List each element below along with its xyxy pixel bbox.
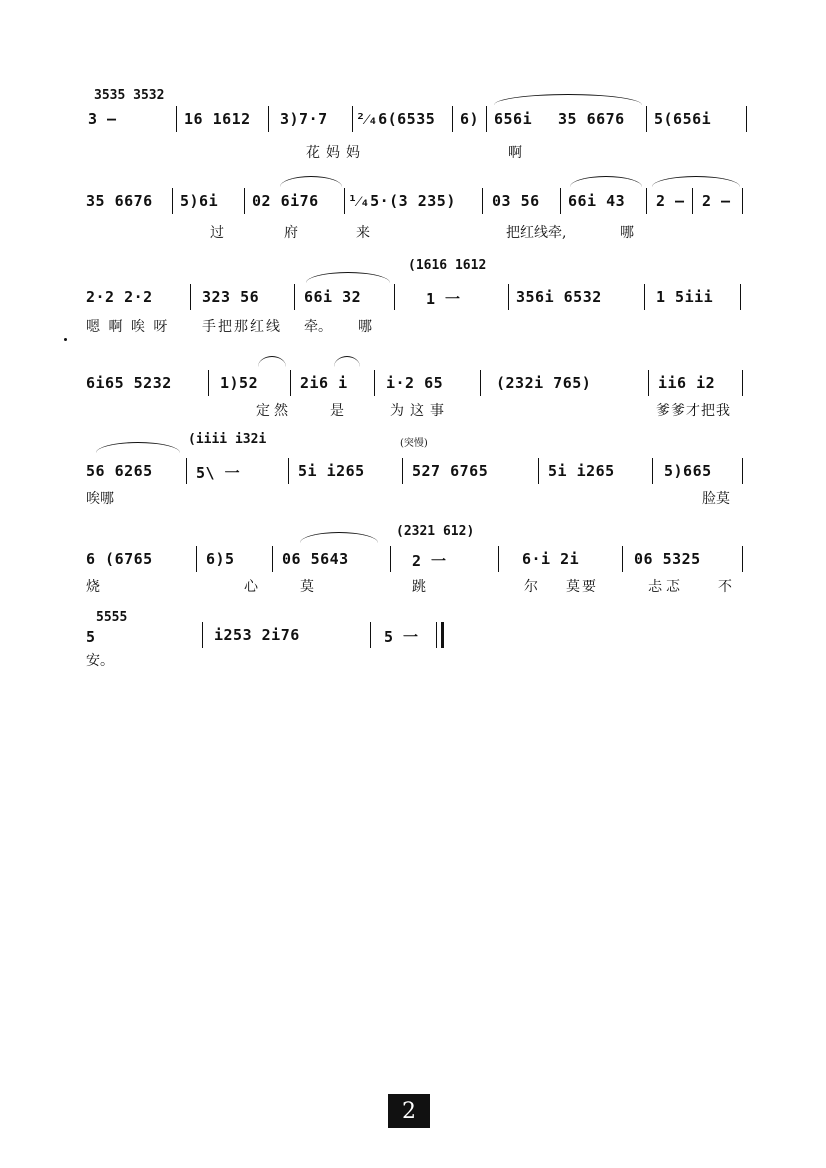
barline <box>186 458 187 484</box>
lyric: 唉哪 <box>86 491 114 507</box>
note-group: 6i65 5232 <box>86 374 172 392</box>
lyrics-row <box>0 400 826 422</box>
slur-mark <box>494 94 642 105</box>
barline <box>622 546 623 572</box>
lyric: 为这事 <box>390 403 450 419</box>
note-group: 66i 43 <box>568 192 626 210</box>
slur-mark <box>96 442 180 453</box>
note-group: 6·i 2i <box>522 550 580 568</box>
note-group: 06 5325 <box>634 550 701 568</box>
lyric: 烧 <box>86 579 100 595</box>
barline <box>436 622 437 648</box>
notes-row <box>0 622 826 650</box>
barline <box>394 284 395 310</box>
lyric: 忐忑 <box>648 579 684 595</box>
note-group: ¹⁄₄5·(3 235) <box>348 192 456 210</box>
note-group: i·2 65 <box>386 374 444 392</box>
lyric: 把红线牵, <box>506 225 567 241</box>
lyric: 莫要 <box>566 579 598 595</box>
notes-row <box>0 546 826 574</box>
final-barline <box>441 622 444 648</box>
note-group: 5\ 一 <box>196 464 241 482</box>
notes-row <box>0 370 826 398</box>
barline <box>452 106 453 132</box>
lyric: 脸莫 <box>702 491 730 507</box>
note-group: 5(656i <box>654 110 712 128</box>
lyrics-row <box>0 576 826 598</box>
barline <box>646 188 647 214</box>
grace-notes: (2321 612) <box>396 524 475 539</box>
note-group: 6) <box>460 110 480 128</box>
barline <box>196 546 197 572</box>
grace-notes: (1616 1612 <box>408 258 487 273</box>
note-group: 3 – <box>88 110 117 128</box>
barline <box>746 106 747 132</box>
slur-mark <box>280 176 342 187</box>
note-group: 6 (6765 <box>86 550 153 568</box>
note-group: 3)7·7 <box>280 110 328 128</box>
barline <box>652 458 653 484</box>
stray-dot <box>64 338 67 341</box>
barline <box>482 188 483 214</box>
lyrics-row <box>0 316 826 338</box>
note-group: 5)6i <box>180 192 219 210</box>
note-group: 6)5 <box>206 550 235 568</box>
notes-row <box>0 284 826 312</box>
lyric: 莫 <box>300 579 314 595</box>
lyric: 爹爹才把我 <box>656 403 731 419</box>
note-group: 5i i265 <box>298 462 365 480</box>
note-group: 2 – <box>656 192 685 210</box>
barline <box>190 284 191 310</box>
note-group: 03 56 <box>492 192 540 210</box>
lyric: 花妈妈 <box>306 145 366 161</box>
barline <box>290 370 291 396</box>
slur-mark <box>652 176 740 187</box>
note-group: 1 5iii <box>656 288 714 306</box>
lyric: 哪 <box>358 319 372 335</box>
lyric: 跳 <box>412 579 426 595</box>
note-group: (232i 765) <box>496 374 592 392</box>
lyrics-row <box>0 222 826 244</box>
note-group: 35 6676 <box>558 110 625 128</box>
barline <box>176 106 177 132</box>
lyrics-row <box>0 488 826 510</box>
note-group: 02 6i76 <box>252 192 319 210</box>
barline <box>402 458 403 484</box>
note-group: 35 6676 <box>86 192 153 210</box>
note-group: 16 1612 <box>184 110 251 128</box>
slur-mark <box>334 356 360 367</box>
barline <box>508 284 509 310</box>
lyric: 嗯 啊 唉 呀 <box>86 319 170 335</box>
barline <box>480 370 481 396</box>
tempo-marking: (突慢) <box>400 438 428 449</box>
barline <box>208 370 209 396</box>
note-group: 656i <box>494 110 533 128</box>
grace-notes: (iiii i32i <box>188 432 267 447</box>
barline <box>344 188 345 214</box>
note-group: 2·2 2·2 <box>86 288 153 306</box>
barline <box>742 458 743 484</box>
lyric: 手把那红线 <box>202 319 282 335</box>
barline <box>288 458 289 484</box>
note-group: 5 一 <box>384 628 419 646</box>
barline <box>742 370 743 396</box>
notes-row <box>0 106 826 134</box>
lyric: 尔 <box>524 579 538 595</box>
barline <box>352 106 353 132</box>
note-group: 1)52 <box>220 374 259 392</box>
grace-notes: 3535 3532 <box>94 88 165 103</box>
lyric: 牵。 <box>304 319 332 335</box>
note-group: 56 6265 <box>86 462 153 480</box>
barline <box>370 622 371 648</box>
barline <box>742 188 743 214</box>
note-group: 66i 32 <box>304 288 362 306</box>
barline <box>498 546 499 572</box>
lyrics-row <box>0 650 826 672</box>
barline <box>172 188 173 214</box>
note-group: 356i 6532 <box>516 288 602 306</box>
barline <box>692 188 693 214</box>
lyric: 心 <box>244 579 258 595</box>
note-group: 323 56 <box>202 288 260 306</box>
note-group: 5i i265 <box>548 462 615 480</box>
slur-mark <box>300 532 378 543</box>
note-group: 2i6 i <box>300 374 348 392</box>
lyric: 府 <box>284 225 298 241</box>
lyric: 啊 <box>508 145 522 161</box>
note-group: 1 一 <box>426 290 461 308</box>
grace-notes: 5555 <box>96 610 128 625</box>
notes-row <box>0 188 826 216</box>
note-group: i253 2i76 <box>214 626 300 644</box>
lyric: 不 <box>718 579 732 595</box>
barline <box>740 284 741 310</box>
barline <box>486 106 487 132</box>
barline <box>294 284 295 310</box>
note-group: ii6 i2 <box>658 374 716 392</box>
note-group: 5)665 <box>664 462 712 480</box>
barline <box>560 188 561 214</box>
slur-mark <box>570 176 642 187</box>
barline <box>538 458 539 484</box>
barline <box>272 546 273 572</box>
slur-mark <box>306 272 390 283</box>
lyric: 哪 <box>620 225 634 241</box>
barline <box>268 106 269 132</box>
barline <box>742 546 743 572</box>
lyric: 安。 <box>86 653 114 669</box>
note-group: 527 6765 <box>412 462 489 480</box>
barline <box>374 370 375 396</box>
barline <box>244 188 245 214</box>
barline <box>202 622 203 648</box>
barline <box>644 284 645 310</box>
page-number: 2 <box>388 1094 430 1128</box>
note-group: 5 <box>86 628 96 646</box>
lyrics-row <box>0 142 826 164</box>
note-group: ²⁄₄6(6535 <box>356 110 436 128</box>
lyric: 过 <box>210 225 224 241</box>
note-group: 2 – <box>702 192 731 210</box>
slur-mark <box>258 356 286 367</box>
notes-row <box>0 458 826 486</box>
barline <box>646 106 647 132</box>
note-group: 2 一 <box>412 552 447 570</box>
note-group: 06 5643 <box>282 550 349 568</box>
lyric: 是 <box>330 403 344 419</box>
barline <box>648 370 649 396</box>
lyric: 定然 <box>256 403 292 419</box>
barline <box>390 546 391 572</box>
lyric: 来 <box>356 225 370 241</box>
